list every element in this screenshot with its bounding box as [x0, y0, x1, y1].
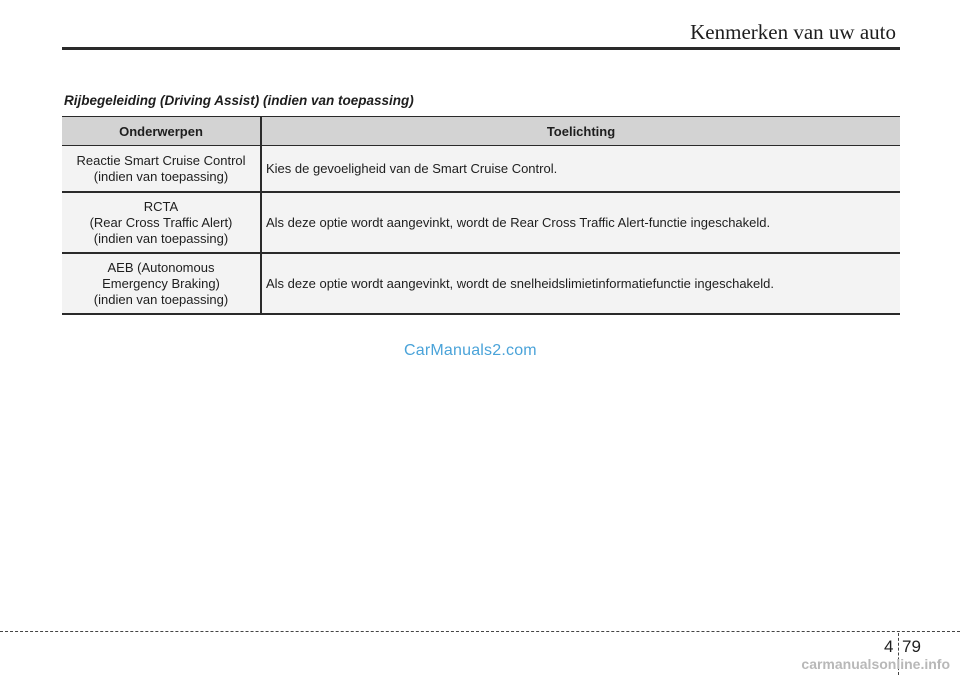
footer-watermark: carmanualsonline.info: [801, 656, 950, 672]
section-title: Rijbegeleiding (Driving Assist) (indien van toepassing): [64, 93, 414, 108]
subject-line: (indien van toepassing): [93, 230, 229, 246]
subject-cell: [62, 146, 261, 193]
description-cell: Als deze optie wordt aangevinkt, wordt de snelheidslimietinformatiefunctie ingeschakeld.: [261, 253, 900, 314]
subject-cell: [62, 192, 261, 253]
subject-cell: [62, 253, 261, 314]
subject-line: (indien van toepassing): [93, 168, 229, 184]
header-rule: [62, 47, 900, 50]
page-header-title: Kenmerken van uw auto: [690, 20, 896, 44]
table-row: [62, 146, 900, 193]
column-header-explanation: Toelichting: [261, 117, 900, 146]
footer-rule: [0, 631, 960, 632]
description-cell: Als deze optie wordt aangevinkt, wordt de Rear Cross Traffic Alert-functie ingeschakeld.: [261, 192, 900, 253]
column-header-subjects: Onderwerpen: [62, 117, 261, 146]
table-row: [62, 192, 900, 253]
subject-line: Reactie Smart Cruise Control: [76, 152, 246, 168]
subject-line: (indien van toepassing): [93, 291, 229, 307]
subject-line: Emergency Braking): [102, 275, 220, 291]
chapter-number: 4: [884, 637, 894, 656]
subject-line: (Rear Cross Traffic Alert): [89, 214, 233, 230]
watermark-link[interactable]: CarManuals2.com: [404, 342, 537, 359]
subject-line: AEB (Autonomous: [107, 259, 215, 275]
table-header-row: [62, 117, 900, 146]
table-row: [62, 253, 900, 314]
settings-table: [62, 116, 900, 315]
subject-line: RCTA: [143, 198, 179, 214]
page-number: 79: [902, 637, 921, 656]
description-cell: Kies de gevoeligheid van de Smart Cruise Control.: [261, 146, 900, 193]
